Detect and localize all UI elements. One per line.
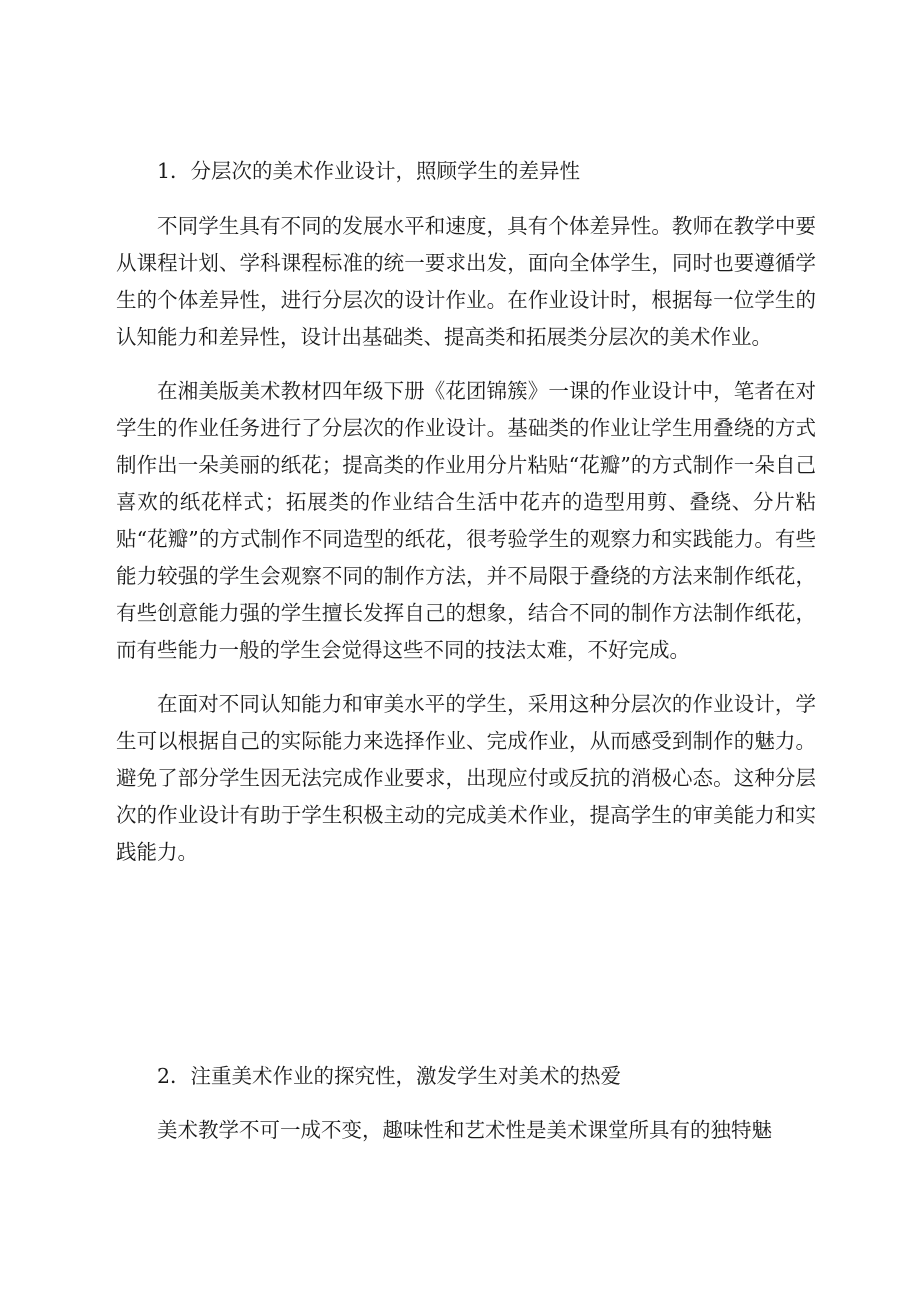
section-heading-1: 1．分层次的美术作业设计，照顾学生的差异性: [157, 159, 581, 183]
paragraph-4: 美术教学不可一成不变，趣味性和艺术性是美术课堂所具有的独特魅: [157, 1118, 772, 1142]
paragraph-2: 在湘美版美术教材四年级下册《花团锦簇》一课的作业设计中，笔者在对学生的作业任务进行了分层次的作业设计。基础类的作业让学生用叠绕的方式制作出一朵美丽的纸花；提高类的作业用分片粘贴“花瓣”的方式制作一朵自己喜欢的纸花样式；拓展类的作业结合生活中花卉的造型用剪、叠绕、分片粘贴“花瓣”的方式制作不同造型的纸花，很考验学生的观察力和实践能力。有些能力较强的学生会观察不同的制作方法，并不局限于叠绕的方法来制作纸花，有些创意能力强的学生擅长发挥自己的想象，结合不同的制作方法制作纸花，而有些能力一般的学生会觉得这些不同的技法太难，不好完成。: [116, 379, 816, 662]
section-heading-2: 2．注重美术作业的探究性，激发学生对美术的热爱: [157, 1064, 622, 1088]
paragraph-3: 在面对不同认知能力和审美水平的学生，采用这种分层次的作业设计，学生可以根据自己的实际能力来选择作业、完成作业，从而感受到制作的魅力。避免了部分学生因无法完成作业要求，出现应付或反抗的消极心态。这种分层次的作业设计有助于学生积极主动的完成美术作业，提高学生的审美能力和实践能力。: [116, 692, 816, 864]
paragraph-1: 不同学生具有不同的发展水平和速度，具有个体差异性。教师在教学中要从课程计划、学科课程标准的统一要求出发，面向全体学生，同时也要遵循学生的个体差异性，进行分层次的设计作业。在作业设计时，根据每一位学生的认知能力和差异性，设计出基础类、提高类和拓展类分层次的美术作业。: [116, 214, 816, 349]
section-body-2: [116, 1112, 816, 1149]
section-body-1: [116, 208, 816, 871]
